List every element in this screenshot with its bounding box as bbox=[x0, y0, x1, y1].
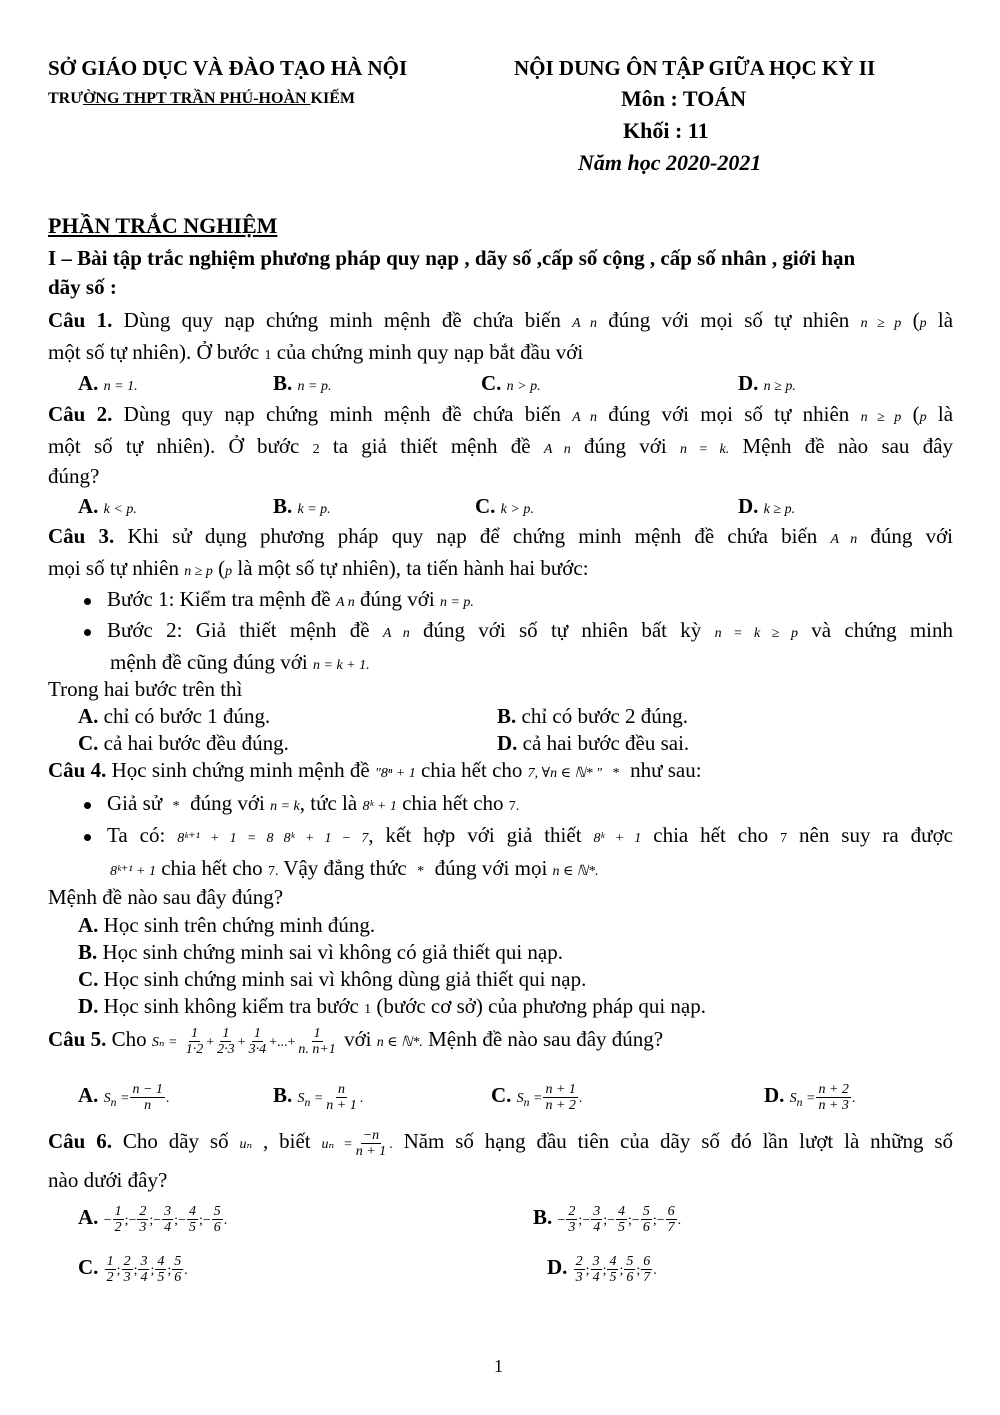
bullet-icon bbox=[84, 598, 91, 605]
option-value: cả hai bước đều đúng. bbox=[103, 731, 289, 755]
text: ta giả thiết mệnh đề bbox=[332, 434, 531, 458]
numerator: 3 bbox=[593, 1203, 601, 1219]
q2-option-d[interactable] bbox=[738, 494, 795, 519]
bullet-icon bbox=[84, 629, 91, 636]
numerator: 4 bbox=[188, 1203, 196, 1219]
q6-option-c[interactable] bbox=[78, 1250, 188, 1288]
q4-bullet-1 bbox=[84, 791, 519, 816]
option-value: − $\frac{1}{2}$ ;− $\frac{2}{3}$ ;− $\frac{3}{4}$ ;− $\frac{4}{5}$ ;− $\frac{5}{6}$ . bbox=[103, 1203, 228, 1235]
text: Bước 2: Giả thiết mệnh đề bbox=[107, 618, 370, 642]
question-6: Câu 6. Cho dãy số uₙ , biết uₙ = $\frac{-n}{n + 1}$ . Năm số hạng đầu tiên của dãy số đó lần lượt là những số bbox=[48, 1127, 954, 1159]
math: n ≥ p bbox=[184, 564, 213, 579]
text: đúng với số tự nhiên bất kỳ bbox=[423, 618, 702, 642]
math: 8ᵏ⁺¹ + 1 bbox=[110, 864, 156, 879]
denominator: 4 bbox=[593, 1219, 601, 1235]
option-letter: A. bbox=[78, 1205, 99, 1229]
fraction bbox=[247, 1026, 269, 1057]
numerator: 1 bbox=[253, 1025, 261, 1041]
text: Vậy đẳng thức bbox=[283, 856, 407, 880]
text: chia hết cho bbox=[420, 758, 523, 782]
option-value: chỉ có bước 1 đúng. bbox=[103, 704, 271, 728]
math: p bbox=[225, 564, 233, 579]
question-label: Câu 2. bbox=[48, 402, 113, 426]
q3-step-2-cont bbox=[110, 650, 370, 675]
numerator: 1 bbox=[222, 1025, 230, 1041]
q1-option-a[interactable] bbox=[78, 371, 138, 396]
option-letter: A. bbox=[78, 494, 99, 518]
math: uₙ bbox=[239, 1137, 253, 1152]
option-value: n = 1. bbox=[103, 379, 138, 394]
denominator: n + 3 bbox=[818, 1097, 849, 1113]
text: một số tự nhiên). Ở bước bbox=[48, 340, 260, 364]
fraction bbox=[122, 1254, 133, 1285]
fraction bbox=[624, 1254, 635, 1285]
numerator: 3 bbox=[140, 1253, 148, 1269]
fraction bbox=[641, 1204, 652, 1235]
denominator: 6 bbox=[213, 1219, 221, 1235]
option-value: n ≥ p. bbox=[763, 379, 796, 394]
option-value: k < p. bbox=[103, 502, 137, 517]
math: n ≥ p bbox=[860, 316, 902, 331]
school-department: SỞ GIÁO DỤC VÀ ĐÀO TẠO HÀ NỘI bbox=[48, 56, 408, 80]
school-name-part1: TRƯ bbox=[48, 90, 83, 107]
q6-option-a[interactable] bbox=[78, 1200, 227, 1238]
denominator: 2 bbox=[114, 1219, 122, 1235]
text: Năm số hạng đầu tiên của dãy số đó lần lượt là những số bbox=[403, 1129, 954, 1153]
text: là một số tự nhiên), ta tiến hành hai bước: bbox=[237, 556, 589, 580]
fraction bbox=[591, 1204, 602, 1235]
text: đúng với bbox=[360, 587, 435, 611]
bullet-icon bbox=[84, 834, 91, 841]
math: 8ᵏ⁺¹ + 1 = 8 8ᵏ + 1 − 7 bbox=[177, 831, 369, 846]
q2-option-b[interactable] bbox=[273, 494, 331, 519]
math: A n bbox=[572, 410, 597, 425]
fraction bbox=[172, 1254, 183, 1285]
q6-option-d[interactable] bbox=[547, 1250, 657, 1288]
q5-option-b[interactable]: B. $S_n$ = $\frac{n}{n + 1}$ . bbox=[273, 1081, 364, 1113]
math: A n bbox=[335, 595, 355, 610]
denominator: 6 bbox=[174, 1269, 182, 1285]
math: n = k ≥ p bbox=[714, 626, 798, 641]
math: 7. bbox=[267, 864, 279, 879]
fraction bbox=[591, 1254, 602, 1285]
option-value: cả hai bước đều sai. bbox=[522, 731, 690, 755]
section-title: PHẦN TRẮC NGHIỆM bbox=[48, 213, 278, 238]
option-value: k = p. bbox=[297, 502, 331, 517]
q3-tail: Trong hai bước trên thì bbox=[48, 677, 243, 701]
text: Học sinh chứng minh mệnh đề bbox=[111, 758, 370, 782]
fraction bbox=[138, 1254, 149, 1285]
text: Mệnh đề nào sau đây bbox=[742, 434, 954, 458]
denominator: 2 bbox=[106, 1269, 114, 1285]
text: ( bbox=[912, 308, 920, 332]
school-year: Năm học 2020-2021 bbox=[578, 150, 762, 175]
denominator: n. n+1 bbox=[298, 1041, 336, 1057]
fraction bbox=[105, 1254, 116, 1285]
text: là bbox=[937, 308, 954, 332]
fraction bbox=[574, 1254, 585, 1285]
text: đúng với bbox=[583, 434, 667, 458]
text: Cho dãy số bbox=[122, 1129, 229, 1153]
math: A n bbox=[572, 316, 597, 331]
fraction bbox=[130, 1082, 164, 1113]
question-5: Câu 5. Cho Sₙ = $\frac{1}{1\cdot 2}$ + $\frac{1}{2\cdot 3}$ + $\frac{1}{3\cdot 4}$ +...+ $\frac{1}{n. n+1}$ với n ∈ ℕ*. Mệnh đề nào sau đây đúng? bbox=[48, 1025, 664, 1057]
q3-step-1 bbox=[84, 587, 474, 612]
text: chia hết cho bbox=[161, 856, 263, 880]
denominator: 5 bbox=[609, 1269, 617, 1285]
option-value: n > p. bbox=[506, 379, 541, 394]
school-name-part2: ỜNG THPT TRẦN PHÚ-HOÀN bbox=[82, 90, 311, 107]
q3-step-2 bbox=[84, 618, 953, 643]
denominator: 6 bbox=[642, 1219, 650, 1235]
q3-option-d[interactable] bbox=[497, 731, 689, 756]
denominator: 7 bbox=[667, 1219, 675, 1235]
fraction bbox=[113, 1204, 124, 1235]
question-label: Câu 1. bbox=[48, 308, 113, 332]
fraction bbox=[215, 1026, 237, 1057]
math: "8ⁿ + 1 bbox=[374, 766, 416, 781]
option-value: $\frac{1}{2}$ ; $\frac{2}{3}$ ; $\frac{3}{4}$ ; $\frac{4}{5}$ ; $\frac{5}{6}$ . bbox=[106, 1253, 188, 1285]
math: 7. bbox=[508, 799, 520, 814]
option-letter: D. bbox=[738, 371, 759, 395]
fraction bbox=[816, 1082, 850, 1113]
fraction bbox=[162, 1204, 173, 1235]
math: 1 bbox=[264, 348, 272, 363]
option-letter: C. bbox=[78, 1255, 99, 1279]
q2-option-c[interactable] bbox=[475, 494, 534, 519]
denominator: 4 bbox=[140, 1269, 148, 1285]
option-letter: B. bbox=[273, 494, 293, 518]
option-letter: C. bbox=[491, 1083, 512, 1107]
math: n = k bbox=[270, 799, 300, 814]
text: Cho bbox=[111, 1027, 147, 1051]
denominator: 3 bbox=[575, 1269, 583, 1285]
fraction bbox=[155, 1254, 166, 1285]
question-2-end: đúng? bbox=[48, 464, 100, 488]
text: đúng với mọi số tự nhiên bbox=[608, 308, 850, 332]
option-letter: D. bbox=[78, 994, 99, 1018]
subject: Môn : TOÁN bbox=[621, 86, 747, 111]
option-letter: D. bbox=[547, 1255, 568, 1279]
fraction bbox=[324, 1082, 358, 1113]
math: n = p. bbox=[439, 595, 474, 610]
numerator: 4 bbox=[618, 1203, 626, 1219]
text: đúng với bbox=[190, 791, 265, 815]
numerator: 1 bbox=[191, 1025, 198, 1041]
numerator: n + 2 bbox=[818, 1081, 849, 1097]
text: Mệnh đề nào sau đây đúng? bbox=[428, 1027, 664, 1051]
question-4 bbox=[48, 758, 702, 783]
text: Khi sử dụng phương pháp quy nạp để chứng minh mệnh đề chứa biến bbox=[127, 524, 818, 548]
doc-title: NỘI DUNG ÔN TẬP GIỮA HỌC KỲ II bbox=[514, 56, 876, 80]
text: ( bbox=[912, 402, 920, 426]
option-letter: C. bbox=[481, 371, 502, 395]
denominator: 3 bbox=[568, 1219, 576, 1235]
q4-option-d[interactable] bbox=[78, 994, 706, 1019]
question-1-cont bbox=[48, 340, 583, 365]
math: n = k. bbox=[679, 442, 730, 457]
text: chia hết cho bbox=[402, 791, 504, 815]
option-value: k > p. bbox=[500, 502, 534, 517]
q1-option-b[interactable] bbox=[273, 371, 331, 396]
option-value: Học sinh trên chứng minh đúng. bbox=[103, 913, 376, 937]
text: Giả sử bbox=[107, 791, 163, 815]
math: 2 bbox=[312, 442, 320, 457]
fraction bbox=[607, 1254, 618, 1285]
text: mọi số tự nhiên bbox=[48, 556, 179, 580]
section-heading-cont: dãy số : bbox=[48, 275, 117, 299]
text: đúng với mọi số tự nhiên bbox=[608, 402, 850, 426]
text: là bbox=[937, 402, 954, 426]
q1-option-c[interactable] bbox=[481, 371, 541, 396]
denominator: 3 bbox=[139, 1219, 147, 1235]
q3-option-b[interactable] bbox=[497, 704, 688, 729]
q5-option-a[interactable]: A. $S_n$ = $\frac{n - 1}{n}$ . bbox=[78, 1081, 170, 1113]
numerator: −n bbox=[362, 1127, 380, 1143]
question-6-cont: nào dưới đây? bbox=[48, 1168, 168, 1192]
question-3 bbox=[48, 524, 953, 549]
option-value: Học sinh chứng minh sai vì không dùng giả thiết qui nạp. bbox=[103, 967, 587, 991]
q6-option-b[interactable] bbox=[533, 1200, 681, 1238]
q4-option-c[interactable] bbox=[78, 967, 586, 992]
text: đúng với bbox=[870, 524, 954, 548]
math: 7, ∀n ∈ ℕ* " bbox=[527, 766, 603, 781]
text: mệnh đề cũng đúng với bbox=[110, 650, 308, 674]
math: p bbox=[919, 316, 927, 331]
math: 7 bbox=[780, 831, 788, 846]
fraction bbox=[641, 1254, 652, 1285]
text: Dùng quy nạp chứng minh mệnh đề chứa biến bbox=[123, 402, 561, 426]
numerator: 2 bbox=[123, 1253, 131, 1269]
option-letter: D. bbox=[764, 1083, 785, 1107]
denominator: n bbox=[144, 1097, 152, 1113]
text: của chứng minh quy nạp bắt đầu với bbox=[276, 340, 584, 364]
q2-option-a[interactable] bbox=[78, 494, 137, 519]
q4-option-a[interactable] bbox=[78, 913, 375, 938]
q3-option-c[interactable] bbox=[78, 731, 289, 756]
denominator: 1·2 bbox=[185, 1041, 204, 1057]
numerator: 4 bbox=[609, 1253, 617, 1269]
option-letter: B. bbox=[273, 1083, 293, 1107]
text: , tức là bbox=[299, 791, 358, 815]
option-value: $\frac{2}{3}$ ; $\frac{3}{4}$ ; $\frac{4}{5}$ ; $\frac{5}{6}$ ; $\frac{6}{7}$ . bbox=[575, 1253, 657, 1285]
option-letter: C. bbox=[78, 967, 99, 991]
math: n = k + 1. bbox=[313, 658, 370, 673]
text: Ta có: bbox=[107, 823, 166, 847]
option-value: − $\frac{2}{3}$ ;− $\frac{3}{4}$ ;− $\frac{4}{5}$ ;− $\frac{5}{6}$ ;− $\frac{6}{7}$ . bbox=[557, 1203, 682, 1235]
option-letter: A. bbox=[78, 371, 99, 395]
numerator: 2 bbox=[139, 1203, 147, 1219]
question-label: Câu 6. bbox=[48, 1129, 112, 1153]
fraction bbox=[566, 1204, 577, 1235]
denominator: 7 bbox=[643, 1269, 651, 1285]
denominator: n + 2 bbox=[545, 1097, 576, 1113]
q1-option-d[interactable] bbox=[738, 371, 796, 396]
option-letter: B. bbox=[533, 1205, 553, 1229]
math: * bbox=[172, 799, 180, 814]
q4-bullet-2-cont bbox=[110, 856, 599, 881]
math: uₙ = bbox=[321, 1137, 353, 1152]
numerator: n bbox=[338, 1081, 346, 1097]
question-label: Câu 5. bbox=[48, 1027, 107, 1051]
numerator: 3 bbox=[592, 1253, 600, 1269]
numerator: n − 1 bbox=[132, 1081, 163, 1097]
question-3-cont bbox=[48, 556, 589, 581]
fraction bbox=[666, 1204, 677, 1235]
math: A n bbox=[382, 626, 410, 641]
numerator: 4 bbox=[157, 1253, 165, 1269]
q5-option-c[interactable]: C. $S_n$ = $\frac{n + 1}{n + 2}$ . bbox=[491, 1081, 583, 1113]
denominator: n + 1 bbox=[355, 1143, 387, 1159]
math: A n bbox=[830, 532, 858, 547]
question-2 bbox=[48, 402, 953, 427]
denominator: 5 bbox=[188, 1219, 196, 1235]
denominator: 4 bbox=[164, 1219, 172, 1235]
numerator: 1 bbox=[114, 1203, 122, 1219]
text: , kết hợp với giả thiết bbox=[368, 823, 582, 847]
numerator: 6 bbox=[667, 1203, 675, 1219]
page-number: 1 bbox=[494, 1356, 503, 1376]
numerator: 6 bbox=[643, 1253, 651, 1269]
option-letter: A. bbox=[78, 1083, 99, 1107]
q3-option-a[interactable] bbox=[78, 704, 270, 729]
text: Dùng quy nạp chứng minh mệnh đề chứa biến bbox=[123, 308, 561, 332]
numerator: 5 bbox=[174, 1253, 182, 1269]
option-value: Học sinh không kiểm tra bước bbox=[103, 994, 359, 1018]
numerator: 1 bbox=[106, 1253, 114, 1269]
denominator: 6 bbox=[626, 1269, 634, 1285]
fraction bbox=[616, 1204, 627, 1235]
question-label: Câu 3. bbox=[48, 524, 115, 548]
option-letter: C. bbox=[78, 731, 99, 755]
numerator: 1 bbox=[313, 1025, 321, 1041]
denominator: n + 1 bbox=[326, 1097, 357, 1113]
math: * bbox=[612, 766, 620, 781]
q4-option-b[interactable] bbox=[78, 940, 563, 965]
numerator: 2 bbox=[568, 1203, 576, 1219]
option-value: k ≥ p. bbox=[763, 502, 796, 517]
denominator: 5 bbox=[618, 1219, 626, 1235]
school-name bbox=[48, 90, 355, 108]
math: 8ᵏ + 1 bbox=[362, 799, 397, 814]
math: +...+ bbox=[269, 1035, 296, 1050]
section-heading: I – Bài tập trắc nghiệm phương pháp quy nạp , dãy số ,cấp số cộng , cấp số nhân , giới hạn bbox=[48, 246, 856, 270]
option-letter: B. bbox=[78, 940, 98, 964]
denominator: 4 bbox=[592, 1269, 600, 1285]
option-value: chỉ có bước 2 đúng. bbox=[521, 704, 689, 728]
denominator: 3·4 bbox=[248, 1041, 267, 1057]
option-letter: D. bbox=[738, 494, 759, 518]
fraction bbox=[212, 1204, 223, 1235]
text: nên suy ra được bbox=[799, 823, 953, 847]
denominator: 2·3 bbox=[217, 1041, 235, 1057]
math: n ≥ p bbox=[860, 410, 902, 425]
denominator: 5 bbox=[157, 1269, 165, 1285]
numerator: 5 bbox=[642, 1203, 650, 1219]
bullet-icon bbox=[84, 802, 91, 809]
numerator: 3 bbox=[164, 1203, 172, 1219]
numerator: 2 bbox=[575, 1253, 583, 1269]
math: 1 bbox=[364, 1002, 372, 1017]
math: Sₙ = bbox=[151, 1035, 178, 1050]
option-letter: A. bbox=[78, 704, 99, 728]
fraction bbox=[296, 1026, 337, 1057]
option-value: (bước cơ sở) của phương pháp qui nạp. bbox=[376, 994, 706, 1018]
math: * bbox=[417, 864, 425, 879]
fraction bbox=[543, 1082, 577, 1113]
text: ( bbox=[218, 556, 226, 580]
text: và chứng minh bbox=[811, 618, 954, 642]
fraction bbox=[137, 1204, 148, 1235]
text: Bước 1: Kiểm tra mệnh đề bbox=[107, 587, 331, 611]
q4-tail: Mệnh đề nào sau đây đúng? bbox=[48, 885, 284, 909]
grade: Khối : 11 bbox=[623, 118, 709, 143]
math: A n bbox=[543, 442, 571, 457]
option-letter: B. bbox=[497, 704, 517, 728]
option-letter: B. bbox=[273, 371, 293, 395]
denominator: 3 bbox=[123, 1269, 131, 1285]
option-letter: C. bbox=[475, 494, 496, 518]
math: p bbox=[919, 410, 927, 425]
q4-bullet-2 bbox=[84, 823, 953, 848]
fraction bbox=[187, 1204, 198, 1235]
q5-option-d[interactable]: D. $S_n$ = $\frac{n + 2}{n + 3}$ . bbox=[764, 1081, 856, 1113]
option-value: n = p. bbox=[297, 379, 332, 394]
text: như sau: bbox=[630, 758, 702, 782]
fraction bbox=[184, 1026, 206, 1057]
question-label: Câu 4. bbox=[48, 758, 107, 782]
math: n ∈ ℕ*. bbox=[376, 1035, 423, 1050]
text: , biết bbox=[263, 1129, 311, 1153]
text: với bbox=[344, 1027, 372, 1051]
option-letter: A. bbox=[78, 913, 99, 937]
question-2-cont bbox=[48, 434, 953, 459]
option-value: Học sinh chứng minh sai vì không có giả thiết qui nạp. bbox=[102, 940, 563, 964]
question-1 bbox=[48, 308, 953, 333]
text: chia hết cho bbox=[653, 823, 769, 847]
school-name-part3: KIẾM bbox=[310, 90, 355, 107]
numerator: n + 1 bbox=[545, 1081, 576, 1097]
math: 8ᵏ + 1 bbox=[593, 831, 642, 846]
fraction bbox=[354, 1128, 388, 1159]
numerator: 5 bbox=[213, 1203, 221, 1219]
text: đúng với mọi bbox=[434, 856, 548, 880]
numerator: 5 bbox=[626, 1253, 634, 1269]
text: một số tự nhiên). Ở bước bbox=[48, 434, 300, 458]
option-letter: D. bbox=[497, 731, 518, 755]
math: n ∈ ℕ*. bbox=[552, 864, 599, 879]
